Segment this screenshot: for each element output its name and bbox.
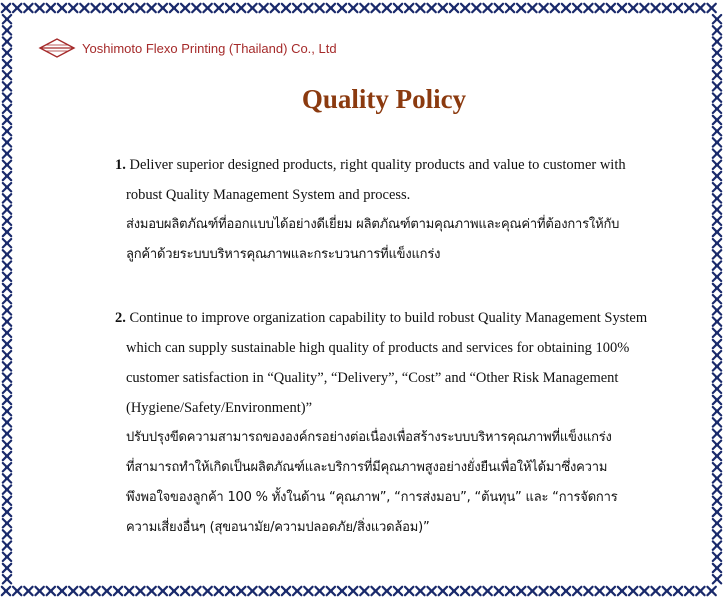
border-star-icon <box>651 587 659 595</box>
border-star-icon <box>3 317 11 325</box>
company-name: Yoshimoto Flexo Printing (Thailand) Co., Ltd <box>82 40 337 56</box>
border-star-icon <box>327 4 335 12</box>
border-star-icon <box>3 149 11 157</box>
border-star-icon <box>3 329 11 337</box>
border-star-icon <box>713 340 721 348</box>
border-star-icon <box>506 4 514 12</box>
border-star-icon <box>3 172 11 180</box>
border-star-icon <box>539 4 547 12</box>
border-star-icon <box>226 4 234 12</box>
border-star-icon <box>3 474 11 482</box>
border-star-icon <box>674 587 682 595</box>
border-star-icon <box>3 116 11 124</box>
border-star-icon <box>696 587 704 595</box>
border-star-icon <box>136 4 144 12</box>
border-star-icon <box>3 373 11 381</box>
border-star-icon <box>3 71 11 79</box>
border-star-icon <box>713 429 721 437</box>
border-star-icon <box>69 587 77 595</box>
border-star-icon <box>248 4 256 12</box>
border-star-icon <box>713 284 721 292</box>
border-star-icon <box>3 15 11 23</box>
border-star-icon <box>3 295 11 303</box>
border-star-icon <box>713 205 721 213</box>
border-star-icon <box>3 418 11 426</box>
border-star-icon <box>629 4 637 12</box>
border-star-icon <box>713 441 721 449</box>
border-star-icon <box>713 474 721 482</box>
border-star-icon <box>47 587 55 595</box>
border-star-icon <box>114 587 122 595</box>
border-star-icon <box>103 4 111 12</box>
border-star-icon <box>304 587 312 595</box>
border-star-icon <box>416 587 424 595</box>
border-star-icon <box>24 4 32 12</box>
border-star-icon <box>713 306 721 314</box>
policy-item-2-line-1 <box>115 303 690 333</box>
border-star-icon <box>3 261 11 269</box>
border-star-icon <box>713 385 721 393</box>
border-star-icon <box>713 116 721 124</box>
border-star-icon <box>170 4 178 12</box>
border-star-icon <box>713 553 721 561</box>
border-star-icon <box>3 239 11 247</box>
border-star-icon <box>3 194 11 202</box>
border-star-icon <box>315 4 323 12</box>
policy-item-2-number: 2. <box>115 310 126 326</box>
border-star-icon <box>707 4 715 12</box>
border-star-icon <box>13 587 21 595</box>
policy-item-2-th-text: ความเสี่ยงอื่นๆ (สุขอนามัย/ความปลอดภัย/สิ่งแวดล้อม)” <box>126 520 430 535</box>
border-star-icon <box>103 587 111 595</box>
border-star-icon <box>114 4 122 12</box>
border-star-icon <box>562 4 570 12</box>
policy-item-2-th-text: พึงพอใจของลูกค้า 100 % ทั้งในด้าน “คุณภาพ”, “การส่งมอบ”, “ต้นทุน” และ “การจัดการ <box>126 490 618 505</box>
border-star-icon <box>713 273 721 281</box>
border-star-icon <box>3 441 11 449</box>
border-star-icon <box>595 587 603 595</box>
border-star-icon <box>159 4 167 12</box>
border-star-icon <box>713 329 721 337</box>
border-star-icon <box>713 194 721 202</box>
border-star-icon <box>439 4 447 12</box>
border-star-icon <box>293 587 301 595</box>
policy-item-2-en-text: Continue to improve organization capability to build robust Quality Management System <box>129 310 648 326</box>
border-star-icon <box>2 4 10 12</box>
border-star-icon <box>3 385 11 393</box>
border-star-icon <box>338 587 346 595</box>
border-star-icon <box>159 587 167 595</box>
border-star-icon <box>203 587 211 595</box>
border-star-icon <box>69 4 77 12</box>
border-star-icon <box>3 553 11 561</box>
border-star-icon <box>562 587 570 595</box>
border-star-icon <box>282 587 290 595</box>
policy-item-2-en-text: (Hygiene/Safety/Environment)” <box>126 400 313 416</box>
border-star-icon <box>674 4 682 12</box>
border-star-icon <box>181 4 189 12</box>
border-star-icon <box>707 587 715 595</box>
border-star-icon <box>271 4 279 12</box>
border-star-icon <box>3 564 11 572</box>
border-star-icon <box>181 587 189 595</box>
policy-item-1-en-text: Deliver superior designed products, right quality products and value to customer with <box>129 157 626 173</box>
policy-item-1 <box>115 150 690 270</box>
border-star-icon <box>405 4 413 12</box>
border-star-icon <box>91 4 99 12</box>
border-star-icon <box>3 49 11 57</box>
border-star-icon <box>713 37 721 45</box>
border-star-icon <box>713 261 721 269</box>
border-star-icon <box>551 4 559 12</box>
border-star-icon <box>3 161 11 169</box>
page-title: Quality Policy <box>301 84 467 114</box>
border-star-icon <box>450 587 458 595</box>
border-star-icon <box>696 4 704 12</box>
border-star-icon <box>713 317 721 325</box>
border-star-icon <box>349 587 357 595</box>
border-star-icon <box>360 4 368 12</box>
border-star-icon <box>3 37 11 45</box>
border-star-icon <box>618 4 626 12</box>
border-star-icon <box>551 587 559 595</box>
border-star-icon <box>3 250 11 258</box>
border-star-icon <box>327 587 335 595</box>
border-star-icon <box>3 228 11 236</box>
border-star-icon <box>713 497 721 505</box>
border-star-icon <box>383 587 391 595</box>
border-star-icon <box>80 4 88 12</box>
border-star-icon <box>713 127 721 135</box>
border-star-icon <box>713 71 721 79</box>
border-star-icon <box>259 587 267 595</box>
border-star-icon <box>713 575 721 583</box>
border-star-icon <box>461 4 469 12</box>
border-star-icon <box>713 172 721 180</box>
border-star-icon <box>3 205 11 213</box>
border-star-icon <box>713 183 721 191</box>
policy-item-2 <box>115 303 690 543</box>
border-star-icon <box>3 508 11 516</box>
border-star-icon <box>3 463 11 471</box>
border-star-icon <box>713 228 721 236</box>
border-star-icon <box>713 541 721 549</box>
yfp-logo-icon <box>38 37 76 59</box>
border-star-icon <box>713 239 721 247</box>
border-star-icon <box>713 149 721 157</box>
border-star-icon <box>3 452 11 460</box>
border-star-icon <box>3 351 11 359</box>
border-star-icon <box>713 519 721 527</box>
border-star-icon <box>663 4 671 12</box>
border-star-icon <box>3 429 11 437</box>
border-star-icon <box>713 161 721 169</box>
border-star-icon <box>338 4 346 12</box>
border-star-icon <box>349 4 357 12</box>
border-star-icon <box>595 4 603 12</box>
border-star-icon <box>125 587 133 595</box>
policy-item-2-th-text: ที่สามารถทำให้เกิดเป็นผลิตภัณฑ์และบริการที่มีคุณภาพสูงอย่างยั่งยืนเพื่อให้ได้มาซึ่งความ <box>126 460 608 475</box>
border-star-icon <box>663 587 671 595</box>
border-star-icon <box>517 587 525 595</box>
border-star-icon <box>713 26 721 34</box>
border-star-icon <box>461 587 469 595</box>
border-star-icon <box>360 587 368 595</box>
border-star-icon <box>3 519 11 527</box>
border-star-icon <box>3 127 11 135</box>
border-star-icon <box>685 587 693 595</box>
border-star-icon <box>315 587 323 595</box>
border-star-icon <box>58 587 66 595</box>
border-star-icon <box>35 4 43 12</box>
border-star-icon <box>383 4 391 12</box>
border-star-icon <box>237 4 245 12</box>
border-star-icon <box>371 4 379 12</box>
border-star-icon <box>713 396 721 404</box>
border-star-icon <box>3 407 11 415</box>
border-star-icon <box>495 4 503 12</box>
border-star-icon <box>573 4 581 12</box>
border-star-icon <box>713 15 721 23</box>
border-star-icon <box>3 26 11 34</box>
border-star-icon <box>685 4 693 12</box>
border-star-icon <box>506 587 514 595</box>
border-star-icon <box>713 250 721 258</box>
policy-item-2-th-text: ปรับปรุงขีดความสามารถขององค์กรอย่างต่อเนื่องเพื่อสร้างระบบบริหารคุณภาพที่แข็งแกร่ง <box>126 430 612 445</box>
border-star-icon <box>713 295 721 303</box>
border-star-icon <box>427 587 435 595</box>
border-star-icon <box>215 4 223 12</box>
border-star-icon <box>248 587 256 595</box>
border-star-icon <box>427 4 435 12</box>
policy-item-1-line-1 <box>115 150 690 180</box>
border-star-icon <box>713 407 721 415</box>
border-star-icon <box>203 4 211 12</box>
border-star-icon <box>271 587 279 595</box>
border-star-icon <box>528 4 536 12</box>
company-header <box>38 36 337 60</box>
border-star-icon <box>394 4 402 12</box>
border-star-icon <box>3 362 11 370</box>
border-star-icon <box>226 587 234 595</box>
border-star-icon <box>472 4 480 12</box>
border-star-icon <box>584 4 592 12</box>
border-star-icon <box>640 587 648 595</box>
border-star-icon <box>713 217 721 225</box>
border-star-icon <box>304 4 312 12</box>
border-star-icon <box>607 4 615 12</box>
border-star-icon <box>472 587 480 595</box>
border-star-icon <box>713 49 721 57</box>
border-star-icon <box>483 587 491 595</box>
border-star-icon <box>58 4 66 12</box>
border-star-icon <box>3 396 11 404</box>
border-star-icon <box>3 306 11 314</box>
border-star-icon <box>13 4 21 12</box>
border-star-icon <box>24 587 32 595</box>
policy-item-2-en-text: which can supply sustainable high quality of products and services for obtaining 100% <box>126 340 630 356</box>
border-star-icon <box>439 587 447 595</box>
border-star-icon <box>3 530 11 538</box>
policy-item-1-th-text: ลูกค้าด้วยระบบบริหารคุณภาพและกระบวนการที่แข็งแกร่ง <box>126 247 441 262</box>
border-star-icon <box>528 587 536 595</box>
border-star-icon <box>192 587 200 595</box>
border-star-icon <box>539 587 547 595</box>
border-star-icon <box>3 60 11 68</box>
border-star-icon <box>713 138 721 146</box>
border-star-icon <box>2 587 10 595</box>
border-star-icon <box>405 587 413 595</box>
border-star-icon <box>713 418 721 426</box>
policy-item-2-en-text: customer satisfaction in “Quality”, “Delivery”, “Cost” and “Other Risk Management <box>126 370 619 386</box>
border-star-icon <box>394 587 402 595</box>
border-star-icon <box>629 587 637 595</box>
border-star-icon <box>215 587 223 595</box>
border-star-icon <box>371 587 379 595</box>
border-star-icon <box>713 452 721 460</box>
border-star-icon <box>713 463 721 471</box>
border-star-icon <box>3 541 11 549</box>
border-star-icon <box>416 4 424 12</box>
border-star-icon <box>713 351 721 359</box>
border-star-icon <box>517 4 525 12</box>
border-star-icon <box>640 4 648 12</box>
border-star-icon <box>259 4 267 12</box>
border-star-icon <box>584 587 592 595</box>
border-star-icon <box>136 587 144 595</box>
border-star-icon <box>495 587 503 595</box>
border-star-icon <box>713 530 721 538</box>
border-star-icon <box>147 4 155 12</box>
policy-item-1-number: 1. <box>115 157 126 173</box>
border-star-icon <box>607 587 615 595</box>
border-star-icon <box>35 587 43 595</box>
border-star-icon <box>713 508 721 516</box>
border-star-icon <box>147 587 155 595</box>
border-star-icon <box>651 4 659 12</box>
border-star-icon <box>3 284 11 292</box>
border-star-icon <box>713 60 721 68</box>
border-star-icon <box>618 587 626 595</box>
policy-item-1-en-text: robust Quality Management System and process. <box>126 187 411 203</box>
border-star-icon <box>450 4 458 12</box>
border-star-icon <box>293 4 301 12</box>
border-star-icon <box>573 587 581 595</box>
border-star-icon <box>713 362 721 370</box>
border-star-icon <box>713 373 721 381</box>
border-star-icon <box>282 4 290 12</box>
policy-item-1-th-text: ส่งมอบผลิตภัณฑ์ที่ออกแบบได้อย่างดีเยี่ยม ผลิตภัณฑ์ตามคุณภาพและคุณค่าที่ต้องการให้กับ <box>126 217 620 232</box>
border-star-icon <box>713 564 721 572</box>
border-star-icon <box>3 138 11 146</box>
border-star-icon <box>192 4 200 12</box>
border-star-icon <box>125 4 133 12</box>
border-star-icon <box>91 587 99 595</box>
border-star-icon <box>47 4 55 12</box>
border-star-icon <box>237 587 245 595</box>
border-star-icon <box>3 340 11 348</box>
border-star-icon <box>3 485 11 493</box>
border-star-icon <box>3 575 11 583</box>
border-star-icon <box>483 4 491 12</box>
border-star-icon <box>3 497 11 505</box>
border-star-icon <box>3 183 11 191</box>
border-star-icon <box>713 485 721 493</box>
border-star-icon <box>3 273 11 281</box>
border-star-icon <box>3 217 11 225</box>
border-star-icon <box>80 587 88 595</box>
border-star-icon <box>170 587 178 595</box>
